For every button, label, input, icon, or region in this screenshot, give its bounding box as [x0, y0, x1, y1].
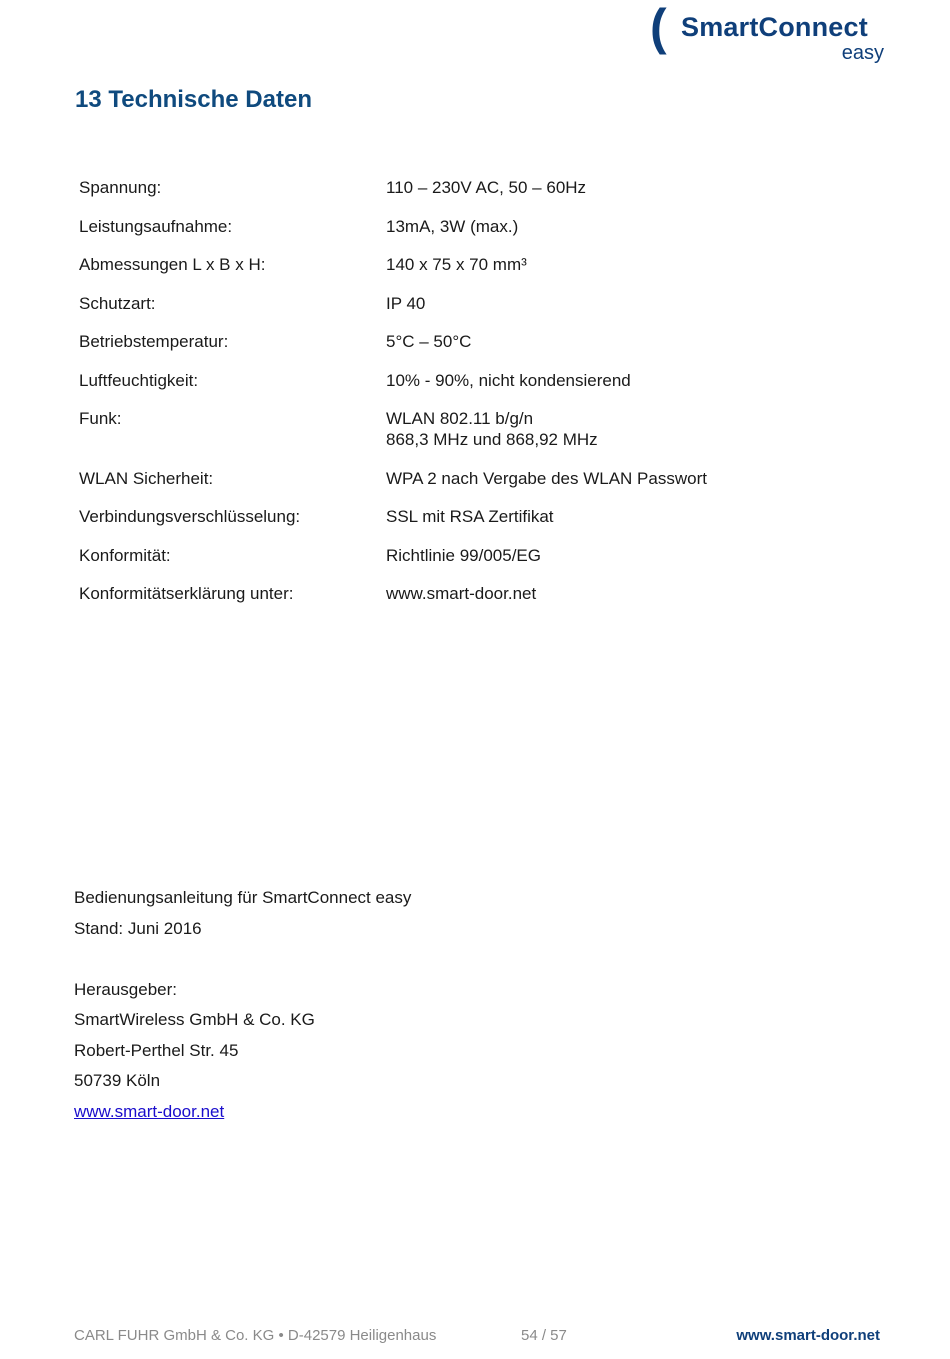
spec-row: [79, 331, 879, 352]
logo-sub-text: easy: [841, 42, 884, 64]
footer-company: CARL FUHR GmbH & Co. KG • D-42579 Heiligenhaus: [74, 1327, 437, 1344]
spec-value: [386, 331, 879, 352]
spec-value: [386, 370, 879, 391]
spec-value-line: 140 x 75 x 70 mm³: [386, 255, 527, 274]
publisher-street: Robert-Perthel Str. 45: [74, 1040, 239, 1060]
spec-label: Leistungsaufnahme:: [79, 216, 233, 236]
spec-value-line: 10% - 90%, nicht kondensierend: [386, 370, 631, 390]
spec-value-line: WLAN 802.11 b/g/n: [386, 409, 534, 428]
publisher-website-link[interactable]: www.smart-door.net: [74, 1101, 225, 1121]
spec-value-line: 868,3 MHz und 868,92 MHz: [386, 430, 598, 449]
spec-label: Konformitätserklärung unter:: [79, 584, 294, 603]
spec-label: Luftfeuchtigkeit:: [79, 370, 199, 390]
publisher-company: SmartWireless GmbH & Co. KG: [74, 1010, 315, 1029]
spec-row: [79, 506, 879, 527]
spec-label: Schutzart:: [79, 293, 156, 313]
spec-value-line: WPA 2 nach Vergabe des WLAN Passwort: [386, 468, 707, 488]
spec-row: [79, 408, 879, 450]
spec-label: WLAN Sicherheit:: [79, 468, 214, 488]
manual-title: Bedienungsanleitung für SmartConnect easy: [74, 888, 412, 907]
spec-row: [79, 177, 879, 198]
spec-value: [386, 468, 879, 489]
publication-info: [74, 886, 411, 1130]
spec-value-line: IP 40: [386, 293, 426, 313]
spec-row: [79, 583, 879, 604]
spec-value-line: Richtlinie 99/005/EG: [386, 545, 541, 565]
spec-value: [386, 583, 879, 604]
spec-value: [386, 506, 879, 527]
page-number: 54 / 57: [521, 1327, 567, 1344]
spec-value: [386, 545, 879, 566]
spec-row: [79, 293, 879, 314]
spec-row: [79, 468, 879, 489]
page-title: 13 Technische Daten: [75, 86, 312, 113]
spec-label: Konformität:: [79, 545, 171, 565]
spec-value-line: 5°C – 50°C: [386, 332, 472, 351]
spec-label: Verbindungsverschlüsselung:: [79, 507, 301, 526]
spec-value-line: www.smart-door.net: [386, 584, 537, 603]
logo-bracket: (: [650, 0, 667, 55]
spec-value: [386, 254, 879, 275]
spacer: [74, 947, 411, 978]
spec-value-line: 13mA, 3W (max.): [386, 216, 519, 236]
spec-row: [79, 370, 879, 391]
manual-date: Stand: Juni 2016: [74, 918, 202, 938]
smartconnect-logo: [650, 0, 890, 68]
publisher-label: Herausgeber:: [74, 979, 178, 999]
spec-value-line: SSL mit RSA Zertifikat: [386, 507, 554, 526]
spec-label: Funk:: [79, 409, 122, 428]
spec-row: [79, 254, 879, 275]
publisher-city: 50739 Köln: [74, 1071, 161, 1090]
spec-row: [79, 545, 879, 566]
footer-website: www.smart-door.net: [736, 1327, 880, 1344]
spec-value: [386, 177, 879, 198]
spec-value: [386, 293, 879, 314]
spec-table: [79, 177, 879, 622]
spec-value: [386, 216, 879, 237]
spec-row: [79, 216, 879, 237]
spec-label: Spannung:: [79, 178, 162, 197]
spec-value-line: 110 – 230V AC, 50 – 60Hz: [386, 178, 587, 197]
spec-label: Betriebstemperatur:: [79, 332, 229, 351]
spec-value: [386, 408, 879, 450]
spec-label: Abmessungen L x B x H:: [79, 255, 266, 274]
logo-brand-text: SmartConnect: [681, 12, 868, 42]
